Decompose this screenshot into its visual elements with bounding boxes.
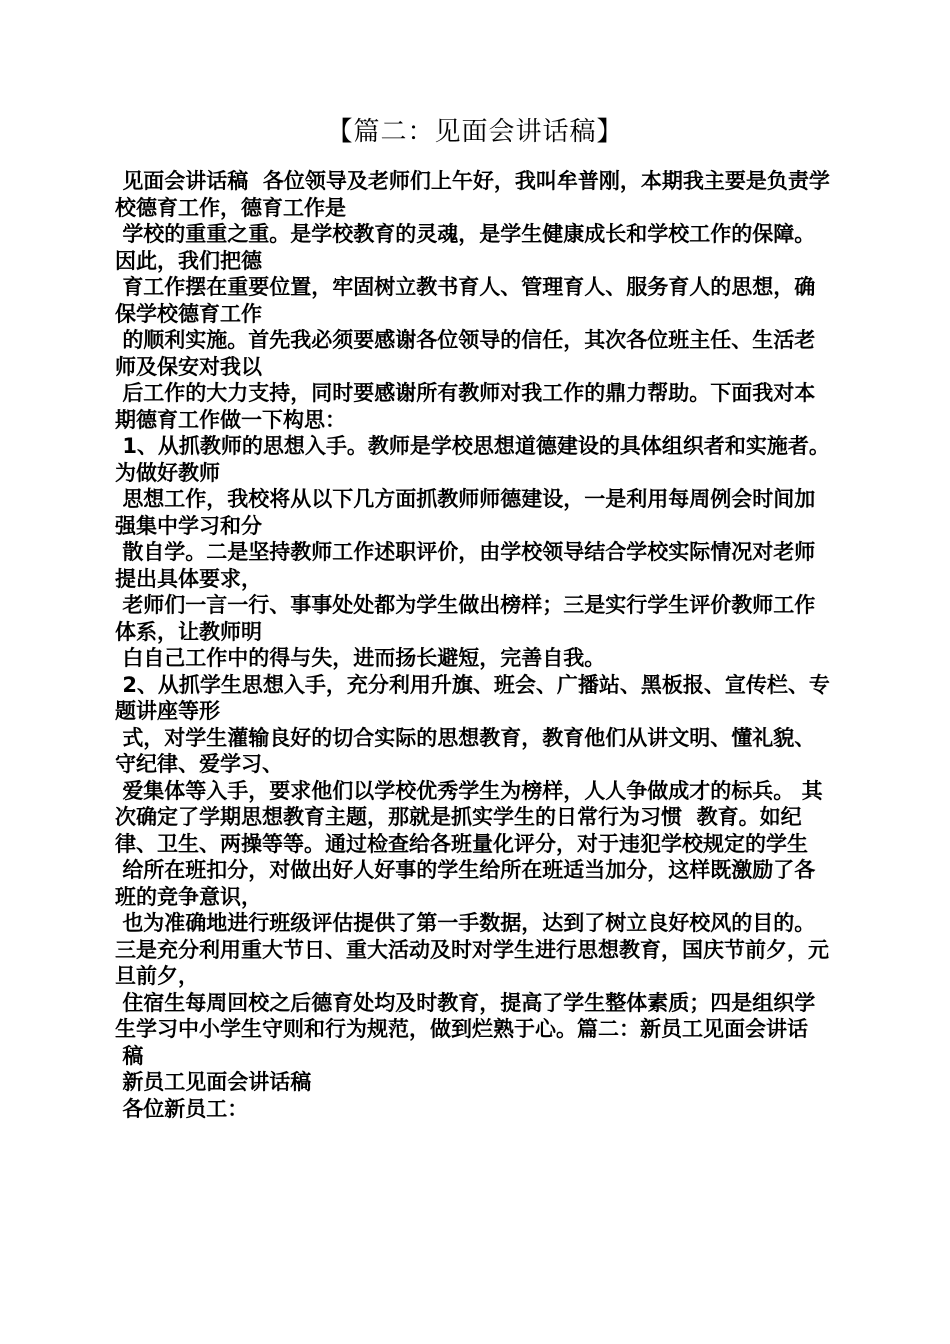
paragraph: 后工作的大力支持，同时要感谢所有教师对我工作的鼎力帮助。下面我对本期德育工作做一下构思： (115, 381, 816, 432)
paragraph: 爱集体等入手，要求他们以学校优秀学生为榜样，人人争做成才的标兵。 其次确定了学期思想教育主题，那就是抓实学生的日常行为习惯 教育。如纪律、卫生、两操等等。通过检查给各班量化评分，对于违犯学校规定的学生 (115, 778, 823, 856)
paragraph: 2、从抓学生思想入手，充分利用升旗、班会、广播站、黑板报、宣传栏、专题讲座等形 (115, 672, 830, 723)
paragraph: 住宿生每周回校之后德育处均及时教育，提高了学生整体素质；四是组织学生学习中小学生守则和行为规范，做到烂熟于心。篇二：新员工见面会讲话 (115, 990, 816, 1041)
paragraph: 老师们一言一行、事事处处都为学生做出榜样；三是实行学生评价教师工作体系，让教师明 (115, 593, 816, 644)
paragraph: 式，对学生灌输良好的切合实际的思想教育，教育他们从讲文明、懂礼貌、守纪律、爱学习、 (115, 725, 816, 776)
paragraph: 育工作摆在重要位置，牢固树立教书育人、管理育人、服务育人的思想，确保学校德育工作 (115, 275, 816, 326)
paragraph: 1、从抓教师的思想入手。教师是学校思想道德建设的具体组织者和实施者。为做好教师 (115, 434, 830, 485)
paragraph: 学校的重重之重。是学校教育的灵魂，是学生健康成长和学校工作的保障。因此，我们把德 (115, 222, 816, 273)
paragraph: 稿 (115, 1043, 144, 1068)
paragraph: 见面会讲话稿 各位领导及老师们上午好，我叫牟普刚，本期我主要是负责学校德育工作，德育工作是 (115, 169, 830, 220)
paragraph: 各位新员工： (115, 1096, 249, 1121)
document-body (115, 168, 835, 1122)
paragraph: 思想工作，我校将从以下几方面抓教师师德建设，一是利用每周例会时间加强集中学习和分 (115, 487, 816, 538)
paragraph: 的顺利实施。首先我必须要感谢各位领导的信任，其次各位班主任、生活老师及保安对我以 (115, 328, 816, 379)
paragraph: 也为准确地进行班级评估提供了第一手数据，达到了树立良好校风的目的。 三是充分利用重大节日、重大活动及时对学生进行思想教育，国庆节前夕，元旦前夕， (115, 911, 830, 988)
document-title: 【篇二：见面会讲话稿】 (326, 117, 624, 147)
paragraph: 散自学。二是坚持教师工作述职评价，由学校领导结合学校实际情况对老师提出具体要求， (115, 540, 816, 591)
paragraph: 给所在班扣分，对做出好人好事的学生给所在班适当加分，这样既激励了各班的竞争意识， (115, 858, 816, 909)
paragraph: 新员工见面会讲话稿 (115, 1070, 312, 1094)
paragraph: 白自己工作中的得与失，进而扬长避短，完善自我。 (115, 646, 606, 670)
